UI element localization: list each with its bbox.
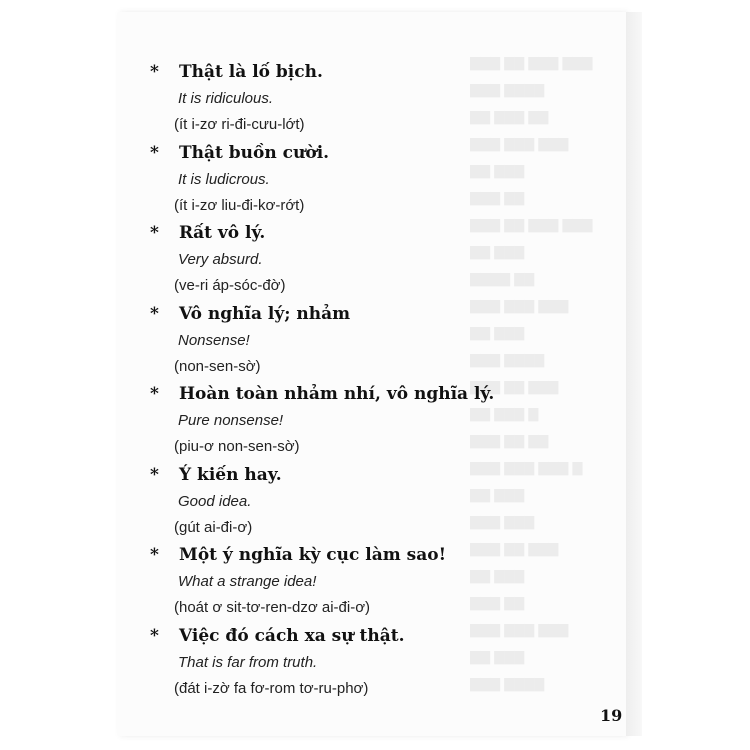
page-number: 19 <box>600 706 623 725</box>
vietnamese-phrase: Một ý nghĩa kỳ cục làm sao! <box>179 545 447 565</box>
bullet-asterisk: * <box>150 62 159 82</box>
pronunciation: (gút ai-đi-ơ) <box>174 518 253 536</box>
vietnamese-phrase: Rất vô lý. <box>179 223 266 243</box>
english-translation: It is ludicrous. <box>178 170 270 188</box>
pronunciation: (ve-ri áp-sóc-đờ) <box>174 277 286 294</box>
bullet-asterisk: * <box>150 223 159 243</box>
english-translation: Pure nonsense! <box>178 412 284 429</box>
phrase-entry <box>150 545 610 626</box>
phrase-entry <box>150 384 610 465</box>
vietnamese-phrase: Thật là lố bịch. <box>179 62 323 82</box>
english-translation: It is ridiculous. <box>178 90 274 107</box>
pronunciation: (piu-ơ non-sen-sờ) <box>174 438 300 455</box>
english-translation: That is far from truth. <box>178 653 318 671</box>
vietnamese-phrase: Việc đó cách xa sự thật. <box>179 625 405 646</box>
english-translation: Good idea. <box>178 492 252 510</box>
phrase-entry <box>150 62 610 143</box>
phrase-entry <box>150 223 610 304</box>
english-translation: Nonsense! <box>178 331 250 349</box>
pronunciation: (ít i-zơ ri-đi-cưu-lớt) <box>174 116 305 133</box>
english-translation: Very absurd. <box>178 251 263 268</box>
pronunciation: (đát i-zờ fa fơ-rom tơ-ru-phơ) <box>174 679 369 697</box>
vietnamese-phrase: Vô nghĩa lý; nhảm <box>179 303 351 324</box>
page-edge-shadow <box>626 12 642 736</box>
vietnamese-phrase: Ý kiến hay. <box>179 464 282 485</box>
bullet-asterisk: * <box>150 545 159 565</box>
show-through-text: ▇▇▇ ▇▇ ▇▇▇ ▇▇▇ ▇▇▇ ▇▇▇▇ ▇▇ ▇▇▇ ▇▇ ▇▇▇ ▇▇▇ ▇▇▇ ▇▇ ▇▇▇ ▇▇▇ ▇▇ ▇▇▇ ▇▇ ▇▇▇ ▇▇▇ ▇▇ ▇▇▇ ▇▇▇▇ ▇▇ ▇▇▇ ▇▇▇ ▇▇▇ ▇▇ ▇▇▇ ▇▇▇ ▇▇▇▇ ▇▇▇ ▇▇ ▇▇▇ ▇▇ ▇▇▇ ▇ ▇▇▇ ▇▇ ▇▇ ▇▇▇ ▇▇▇ ▇▇▇ ▇ ▇▇ ▇▇▇ ▇▇▇ ▇▇▇ ▇▇▇ ▇▇ ▇▇▇ ▇▇ ▇▇▇ ▇▇▇ ▇▇ ▇▇▇ ▇▇▇ ▇▇▇ ▇▇ ▇▇▇ ▇▇▇ ▇▇▇▇ <box>470 56 593 692</box>
bullet-asterisk: * <box>150 142 159 163</box>
english-translation: What a strange idea! <box>178 573 317 590</box>
bullet-asterisk: * <box>150 625 159 646</box>
pronunciation: (non-sen-sờ) <box>174 357 261 375</box>
bullet-asterisk: * <box>150 303 159 324</box>
bullet-asterisk: * <box>150 464 159 485</box>
phrase-entry <box>150 304 610 385</box>
phrase-entry <box>150 465 610 546</box>
vietnamese-phrase: Thật buồn cười. <box>179 142 330 163</box>
phrase-entry <box>150 626 610 707</box>
pronunciation: (ít i-zơ liu-đi-kơ-rớt) <box>174 196 305 214</box>
pronunciation: (hoát ơ sit-tơ-ren-dzơ ai-đi-ơ) <box>174 599 371 616</box>
phrase-entry <box>150 143 610 224</box>
phrase-list <box>150 62 610 706</box>
vietnamese-phrase: Hoàn toàn nhảm nhí, vô nghĩa lý. <box>179 384 495 404</box>
bullet-asterisk: * <box>150 384 159 404</box>
